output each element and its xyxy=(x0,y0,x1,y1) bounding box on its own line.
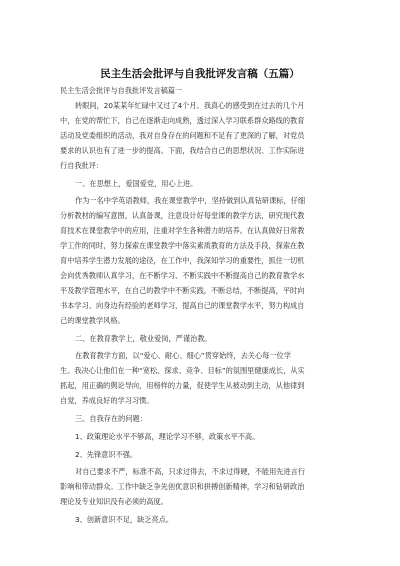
paragraph-line: 中，在党的帮忙下，自己在逐渐走向成熟，透过深入学习联系群众路线的教育 xyxy=(60,116,305,125)
paragraph-line: 分析教材的编写意图，认真备课，注意设计好每堂课的教学方法，研究现代教 xyxy=(60,211,305,220)
paragraph-line: 对自己要求不严，标准不高，只求过得去，不求过得硬，不能用先进言行 xyxy=(75,467,306,476)
paragraph-line: 影响和带动群众。工作中缺乏争先创优意识和拼搏创新精神，学习和钻研政治 xyxy=(60,482,305,491)
paragraph-line: 在教育教学方面，以“爱心、耐心、细心”贯穿始终，去关心每一位学 xyxy=(75,351,291,360)
section-heading: 三、自我存在的问题： xyxy=(75,414,147,423)
section-heading: 二、在教育教学上，敬业爱岗，严谨治教。 xyxy=(75,334,212,343)
paragraph-line: 自觉，养成良好的学习习惯。 xyxy=(60,396,154,405)
paragraph-line: 行自我批评： xyxy=(60,161,104,170)
section-heading: 一、在思想上，爱国爱党，用心上进。 xyxy=(75,179,198,188)
document-title: 民主生活会批评与自我批评发言稿（五篇） xyxy=(100,68,300,80)
paragraph-line: 育中培养学生潜力发展的途径，在工作中，我深知学习的重要性，抓住一切机 xyxy=(60,256,305,265)
document-subtitle: 民主生活会批评与自我批评发言稿篇一 xyxy=(60,86,183,95)
paragraph-line: 理论及专业知识没有必须的高度。 xyxy=(60,497,168,506)
paragraph-line: 平及教学管理水平，在自己的教学中不断实践，不断总结，不断提高，平时向 xyxy=(60,286,305,295)
paragraph-line: 书本学习、向身边有经验的老师学习，提高自己的课堂教学水平，努力构成自 xyxy=(60,301,305,310)
paragraph-line: 转眼间，20某某年忙碌中又过了4个月。我真心的感受到在过去的几个月 xyxy=(75,101,305,110)
paragraph-line: 抓起，用正确的舆论导向，用榜样的力量，促使学生从被动到主动，从他律到 xyxy=(60,381,305,390)
paragraph-line: 活动及党委组织的活动，我对自身存在的问题和不足有了更深的了解，对党员 xyxy=(60,131,305,140)
paragraph-line: 己的课堂教学风格。 xyxy=(60,316,125,325)
list-item: 1、政策理论水平不够高，理论学习不够，政策水平不高。 xyxy=(75,432,260,441)
paragraph-line: 作为一名中学英语教师，我在课堂教学中，坚持做到认真钻研课标，仔细 xyxy=(75,196,306,205)
paragraph-line: 生。我决心让他们在一种“宽松、探求、竞争、目标”的氛围里健康成长，从实 xyxy=(60,366,305,375)
list-item: 2、先锋意识不强。 xyxy=(75,450,138,459)
paragraph-line: 学工作的同时，努力探索在课堂教学中落实素质教育的方法及手段，探索在教 xyxy=(60,241,305,250)
list-item: 3、创新意识不足，缺乏亮点。 xyxy=(75,515,174,524)
paragraph-line: 育技术在课堂教学中的应用，注重对学生各种潜力的培养。在认真做好日常教 xyxy=(60,226,305,235)
paragraph-line: 会向优秀教师认真学习，在不断学习、不断实践中不断提高自己的教育教学水 xyxy=(60,271,305,280)
paragraph-line: 要求的认识也有了进一步的提高。下面，我结合自己的思想状况、工作实际进 xyxy=(60,146,305,155)
